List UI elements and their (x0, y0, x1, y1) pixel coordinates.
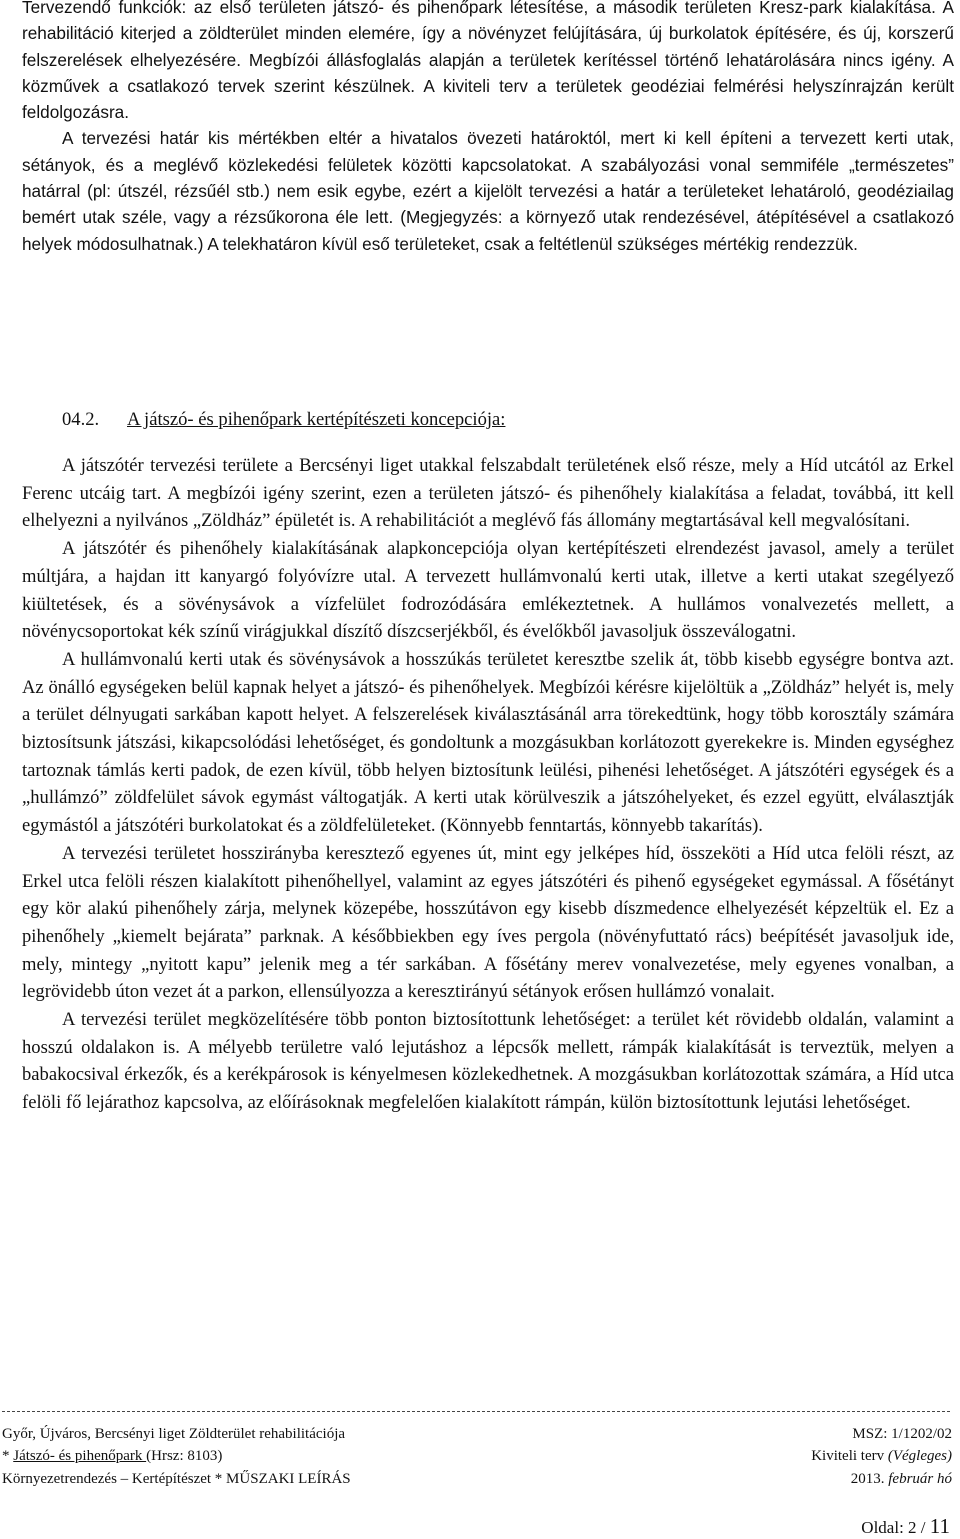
footer-subproject-name: Játszó- és pihenőpark (13, 1448, 147, 1464)
footer-prefix: * (2, 1448, 14, 1464)
footer-hrsz: (Hrsz: 8103) (146, 1448, 223, 1464)
page-number-total: 11 (929, 1514, 950, 1538)
footer-plan (811, 1446, 952, 1466)
paragraph: A tervezési terület megközelítésére több ponton biztosítottunk lehetőséget: a terület két rövidebb oldalán, valamint a hosszú oldalakon is. A mélyebb területre való lejutáshoz a lépcsők mellett, rámpák kialakítását is terveztük, melyen a babakocsival érkezők, és a kerékpárosok is kényelmesen közlekedhetnek. A mozgásukban korlátozottak számára, a Híd utca felöli fő lejárathoz kapcsolva, az előírásoknak megfelelően kialakított rámpán, külön biztosítottunk lejutási lehetőséget. (22, 1009, 954, 1114)
paragraph: A hullámvonalú kerti utak és sövénysávok a hosszúkás területet keresztbe szelik át, több kisebb egységre bontva azt. Az önálló egységeken belül kapnak helyet a játszó- és pihenőhelyek. Megbízói kérésre kijelöltük a „Zöldház” helyét is, mely a terület délnyugati sarkában kapott helyet. A felszerelések kiválasztásánál arra törekedtünk, hogy több korosztály számára biztosítsunk játszási, kikapcsolódási lehetőséget, és gondoltunk a mozgásukban korlátozott gyerekekre is. Minden egységhez tartoznak támlás kerti padok, de ezen kívül, több helyen biztosítunk leülési, pihenési lehetőséget. A játszótéri egységek és a „hullámzó” zöldfelület sávok egymást váltogatják. A kerti utak körülveszik a játszóhelyeket, és ezzel együtt, elválasztják egymástól a játszótéri burkolatokat és a zöldfelületeket. (Könnyebb fenntartás, könnyebb takarítás). (22, 648, 954, 837)
footer-discipline: Környezetrendezés – Kertépítészet * MŰSZAKI LEÍRÁS (2, 1471, 351, 1487)
section-heading (62, 406, 505, 434)
page-number-label: Oldal: 2 / (861, 1518, 930, 1537)
paragraph: Tervezendő funkciók: az első területen játszó- és pihenőpark létesítése, a második területen Kresz-park kialakítása. A rehabilitáció kiterjed a zöldterület minden elemére, így a növényzet felújítására, új burkolatok építésére, és új, korszerű felszerelések elhelyezésére. Megbízói állásfoglalás alapján a területek kerítéssel történő lehatárolására nincs igény. A közművek a csatlakozó tervek szerint készülnek. A kiviteli terv a területek geodéziai felmérési helyszínrajzán került feldolgozásra. (22, 0, 954, 123)
intro-text-block (22, 0, 954, 257)
footer-project: Győr, Újváros, Bercsényi liget Zöldterület rehabilitációja (2, 1426, 346, 1442)
footer-date-month: február hó (888, 1471, 952, 1487)
paragraph: A játszótér és pihenőhely kialakításának alapkoncepciója olyan kertépítészeti elrendezést javasol, amely a terület múltjára, a hajdan itt kanyargó folyóvízre utal. A tervezett hullámvonalú kerti utak, illetve a kerti utakat szegélyező kiültetések, és a sövénysávok a vízfelület fodrozódására emlékeztetnek. A hullámos vonalvezetés mellett, a növénycsoportokat kék színű virágjukkal díszítő díszcserjékből, és évelőkből javasoljuk összeválogatni. (22, 538, 954, 643)
paragraph: A tervezési területet hosszirányba keresztező egyenes út, mint egy jelképes híd, összeköti a Híd utca felöli részt, az Erkel utca felöli részen kialakított pihenőhellyel, valamint az egyes játszótéri és pihenő egységeket egymással. A fősétányt egy kör alakú pihenőhely zárja, melynek közepébe, hosszútávon egy kisebb díszmedence elhelyezését képzeltük el. Ez a pihenőhely „kiemelt bejárata” parknak. A későbbiekben egy íves pergola (növényfuttató rács) beépítését javasoljuk ide, mely, mintegy „nyitott kapu” jelenik meg a tér sarkában. A fősétány merev vonalvezetése, mely egyenes vonalban, a legrövidebb úton vezet át a parkon, ellensúlyozza a keresztirányú sétányok erősen hullámzó vonalait. (22, 842, 954, 1003)
section-number: 04.2. (62, 409, 100, 430)
footer-date-year: 2013. (850, 1471, 889, 1487)
footer-plan-status: (Végleges) (887, 1448, 952, 1464)
concept-text-block (22, 452, 954, 1117)
section-title: A játszó- és pihenőpark kertépítészeti koncepciója: (127, 409, 506, 430)
paragraph: A tervezési határ kis mértékben eltér a hivatalos övezeti határoktól, mert ki kell építeni a tervezett kerti utak, sétányok, és a meglévő közlekedési felületek közötti kapcsolatokat. A szabályozási vonal semmiféle „természetes” határral (pl: útszél, rézsűél stb.) nem esik egybe, ezért a kijelölt tervezési a határ a területeket lehatároló, geodéziailag bemért utak széle, vagy a rézsűkorona éle lett. (Megjegyzés: a környező utak rendezésével, átépítésével a csatlakozó helyek módosulhatnak.) A telekhatáron kívül eső területeket, csak a feltétlenül szükséges mértékig rendezzük. (22, 128, 954, 254)
footer-date (851, 1469, 952, 1489)
footer-plan-type: Kiviteli terv (811, 1448, 888, 1464)
footer-msz: MSZ: 1/1202/02 (852, 1426, 952, 1442)
footer-divider (2, 1411, 950, 1412)
page-number (861, 1514, 950, 1539)
footer-subproject (2, 1446, 222, 1466)
paragraph: A játszótér tervezési területe a Bercsényi liget utakkal felszabdalt területének első része, mely a Híd utcától az Erkel Ferenc utcáig tart. A megbízói igény szerint, ezen a területen játszó- és pihenőhely kialakítása a feladat, továbbá, itt kell elhelyezni a nyilvános „Zöldház” épületét is. A rehabilitációt a meglévő fás állomány megtartásával kell megvalósítani. (22, 455, 954, 532)
